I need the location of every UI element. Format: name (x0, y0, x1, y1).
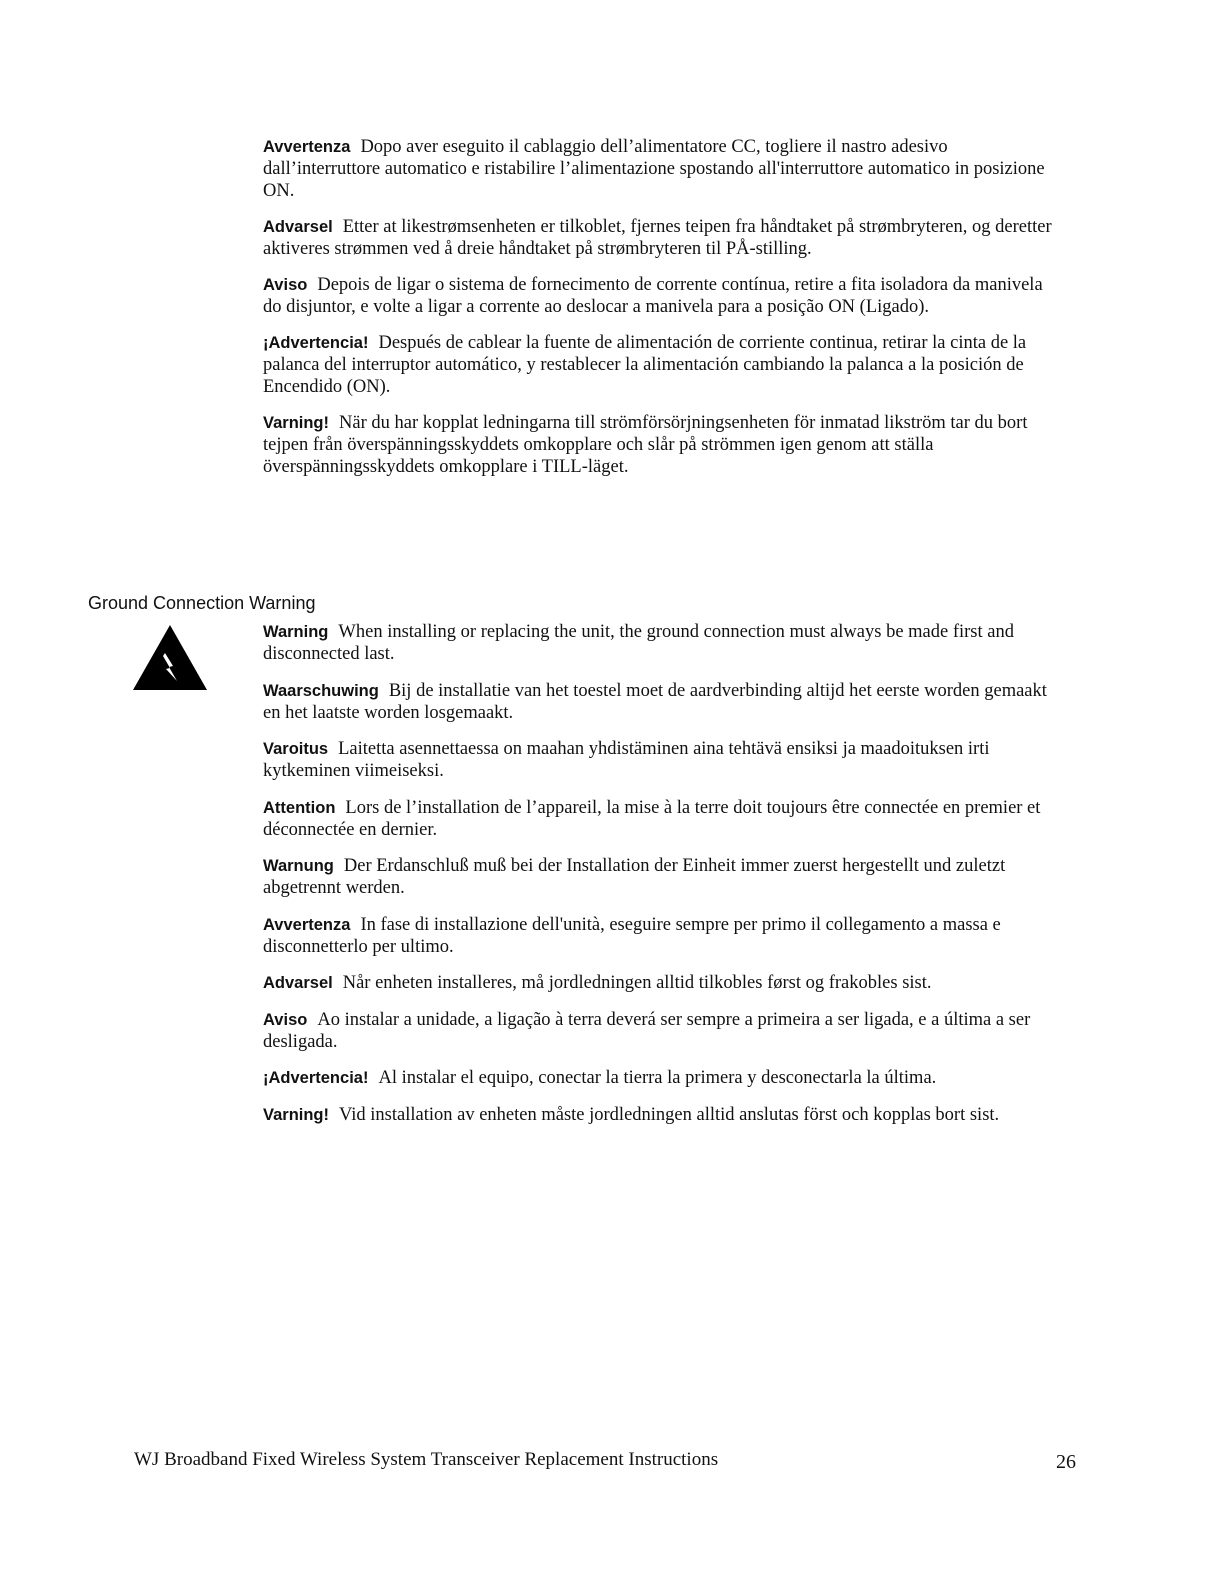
warning-text: Vid installation av enheten måste jordledningen alltid anslutas först och kopplas bort sist. (339, 1104, 1000, 1125)
warning-text: Lors de l’installation de l’appareil, la mise à la terre doit toujours être connectée en premier et déconnectée en dernier. (263, 797, 1041, 840)
warning-label: Warning (263, 623, 329, 641)
warning-label: Advarsel (263, 218, 333, 236)
warning-text: Etter at likestrømsenheten er tilkoblet, fjernes teipen fra håndtaket på strømbryteren, og deretter aktiveres strømmen ved å dreie håndtaket på strømbryteren til PÅ-stilling. (263, 217, 1052, 259)
warning-paragraph-swedish (263, 412, 1053, 478)
footer-document-title: WJ Broadband Fixed Wireless System Transceiver Replacement Instructions (134, 1449, 719, 1470)
warning-text: Laitetta asennettaessa on maahan yhdistäminen aina tehtävä ensiksi ja maadoituksen irti kytkeminen viimeiseksi. (263, 739, 990, 781)
warning-label: Waarschuwing (263, 681, 379, 700)
warning-label: ¡Advertencia! (263, 334, 369, 352)
warning-text: Dopo aver eseguito il cablaggio dell’alimentatore CC, togliere il nastro adesivo dall’interruttore automatico e ristabilire l’alimentazione spostando all'interruttore automatico in posizione ON. (263, 137, 1045, 201)
section-heading: Ground Connection Warning (88, 593, 316, 613)
warning-paragraph-spanish (263, 1067, 1053, 1089)
warning-text: Al instalar el equipo, conectar la tierra la primera y desconectarla la última. (378, 1068, 937, 1088)
warning-text: Når enheten installeres, må jordledningen alltid tilkobles først og frakobles sist. (342, 973, 932, 993)
ground-connection-warning-translations (263, 621, 1053, 1140)
warning-text: In fase di installazione dell'unità, eseguire sempre per primo il collegamento a massa e disconnetterlo per ultimo. (263, 914, 1001, 957)
warning-text: When installing or replacing the unit, the ground connection must always be made first and disconnected last. (263, 622, 1014, 664)
warning-paragraph-norwegian (263, 972, 1053, 994)
warning-paragraph-italian (263, 914, 1053, 958)
warning-paragraph-swedish (263, 1104, 1053, 1126)
warning-text: Der Erdanschluß muß bei der Installation der Einheit immer zuerst hergestellt und zuletzt abgetrennt werden. (263, 856, 1006, 898)
warning-text: Bij de installatie van het toestel moet de aardverbinding altijd het eerste worden gemaakt en het laatste worden losgemaakt. (263, 680, 1047, 723)
warning-paragraph-finnish (263, 738, 1053, 782)
warning-text: Después de cablear la fuente de alimentación de corriente continua, retirar la cinta de la palanca del interruptor automático, y restablecer la alimentación cambiando la palanca a la posición de Encendido (ON). (263, 333, 1027, 397)
warning-paragraph-dutch (263, 680, 1053, 724)
warning-label: Attention (263, 798, 336, 817)
warning-paragraph-german (263, 855, 1053, 899)
warning-label: Warnung (263, 857, 334, 875)
warning-label: Aviso (263, 1010, 308, 1029)
warning-text: Depois de ligar o sistema de fornecimento de corrente contínua, retire a fita isoladora da manivela do disjuntor, e volte a ligar a corrente ao deslocar a manivela para a posição ON (Ligado). (263, 275, 1043, 317)
footer-page-number: 26 (1056, 1451, 1076, 1473)
warning-label: Varning! (263, 1105, 330, 1124)
warning-paragraph-french (263, 797, 1053, 841)
warning-text: När du har kopplat ledningarna till strömförsörjningsenheten för inmatad likström tar du bort tejpen från överspänningsskyddets omkopplare och slår på strömmen igen genom att ställa överspänningsskyddets omkopplare i TILL-läget. (263, 413, 1028, 477)
warning-paragraph-english (263, 621, 1053, 665)
warning-text: Ao instalar a unidade, a ligação à terra deverá ser sempre a primeira a ser ligada, e a última a ser desligada. (263, 1009, 1031, 1052)
warning-paragraph-italian (263, 136, 1053, 202)
dc-power-warning-translations (263, 136, 1053, 492)
warning-label: Varning! (263, 414, 330, 432)
warning-paragraph-portuguese (263, 274, 1053, 318)
warning-paragraph-norwegian (263, 216, 1053, 260)
warning-label: Advarsel (263, 974, 333, 992)
warning-label: Avvertenza (263, 138, 351, 156)
warning-label: Varoitus (263, 740, 329, 758)
warning-lightning-triangle-icon (132, 623, 208, 691)
warning-label: Avvertenza (263, 915, 351, 934)
warning-label: ¡Advertencia! (263, 1069, 369, 1087)
warning-paragraph-spanish (263, 332, 1053, 398)
warning-label: Aviso (263, 276, 308, 294)
warning-paragraph-portuguese (263, 1009, 1053, 1053)
